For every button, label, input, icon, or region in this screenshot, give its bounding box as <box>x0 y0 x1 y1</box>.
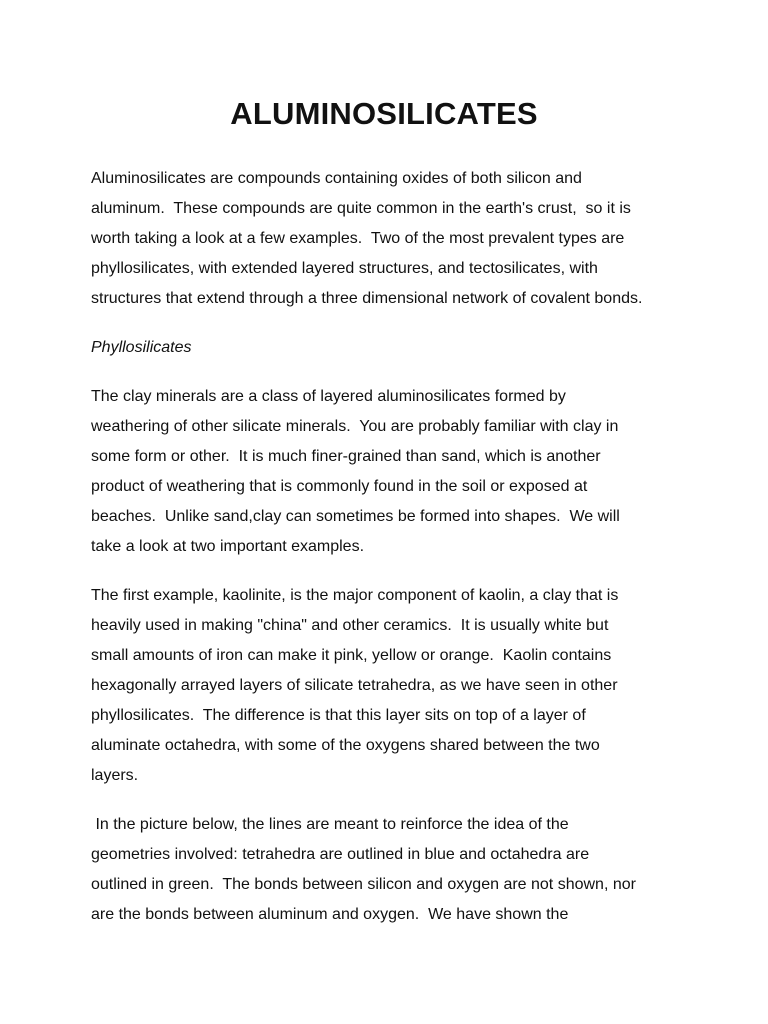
heading-text: Phyllosilicates <box>91 339 192 356</box>
text-line: outlined in green. The bonds between silicon and oxygen are not shown, nor <box>91 876 636 893</box>
text-line: The first example, kaolinite, is the major component of kaolin, a clay that is <box>91 587 619 604</box>
text-line: worth taking a look at a few examples. Two of the most prevalent types are <box>91 230 625 247</box>
section-heading-phyllosilicates <box>91 333 701 363</box>
text-line: aluminate octahedra, with some of the oxygens shared between the two <box>91 737 600 754</box>
paragraph-picture-description <box>91 810 701 930</box>
text-line: structures that extend through a three dimensional network of covalent bonds. <box>91 290 643 307</box>
text-line: weathering of other silicate minerals. You are probably familiar with clay in <box>91 418 619 435</box>
text-line: hexagonally arrayed layers of silicate tetrahedra, as we have seen in other <box>91 677 618 694</box>
text-line: beaches. Unlike sand,clay can sometimes be formed into shapes. We will <box>91 508 620 525</box>
text-line: phyllosilicates, with extended layered structures, and tectosilicates, with <box>91 260 598 277</box>
paragraph-intro <box>91 164 701 314</box>
text-line: geometries involved: tetrahedra are outlined in blue and octahedra are <box>91 846 590 863</box>
text-line: layers. <box>91 767 139 784</box>
paragraph-kaolinite <box>91 581 701 791</box>
text-line: are the bonds between aluminum and oxygen. We have shown the <box>91 906 569 923</box>
paragraph-clay-minerals <box>91 382 701 562</box>
page-title: ALUMINOSILICATES <box>230 96 538 131</box>
text-line: small amounts of iron can make it pink, yellow or orange. Kaolin contains <box>91 647 612 664</box>
text-line: aluminum. These compounds are quite common in the earth's crust, so it is <box>91 200 631 217</box>
text-line: some form or other. It is much finer-grained than sand, which is another <box>91 448 601 465</box>
text-line: Aluminosilicates are compounds containing oxides of both silicon and <box>91 170 582 187</box>
document-body <box>91 164 701 949</box>
text-line: product of weathering that is commonly found in the soil or exposed at <box>91 478 588 495</box>
text-line: phyllosilicates. The difference is that this layer sits on top of a layer of <box>91 707 586 724</box>
text-line: In the picture below, the lines are meant to reinforce the idea of the <box>91 816 569 833</box>
text-line: The clay minerals are a class of layered aluminosilicates formed by <box>91 388 566 405</box>
text-line: take a look at two important examples. <box>91 538 365 555</box>
text-line: heavily used in making "china" and other ceramics. It is usually white but <box>91 617 609 634</box>
